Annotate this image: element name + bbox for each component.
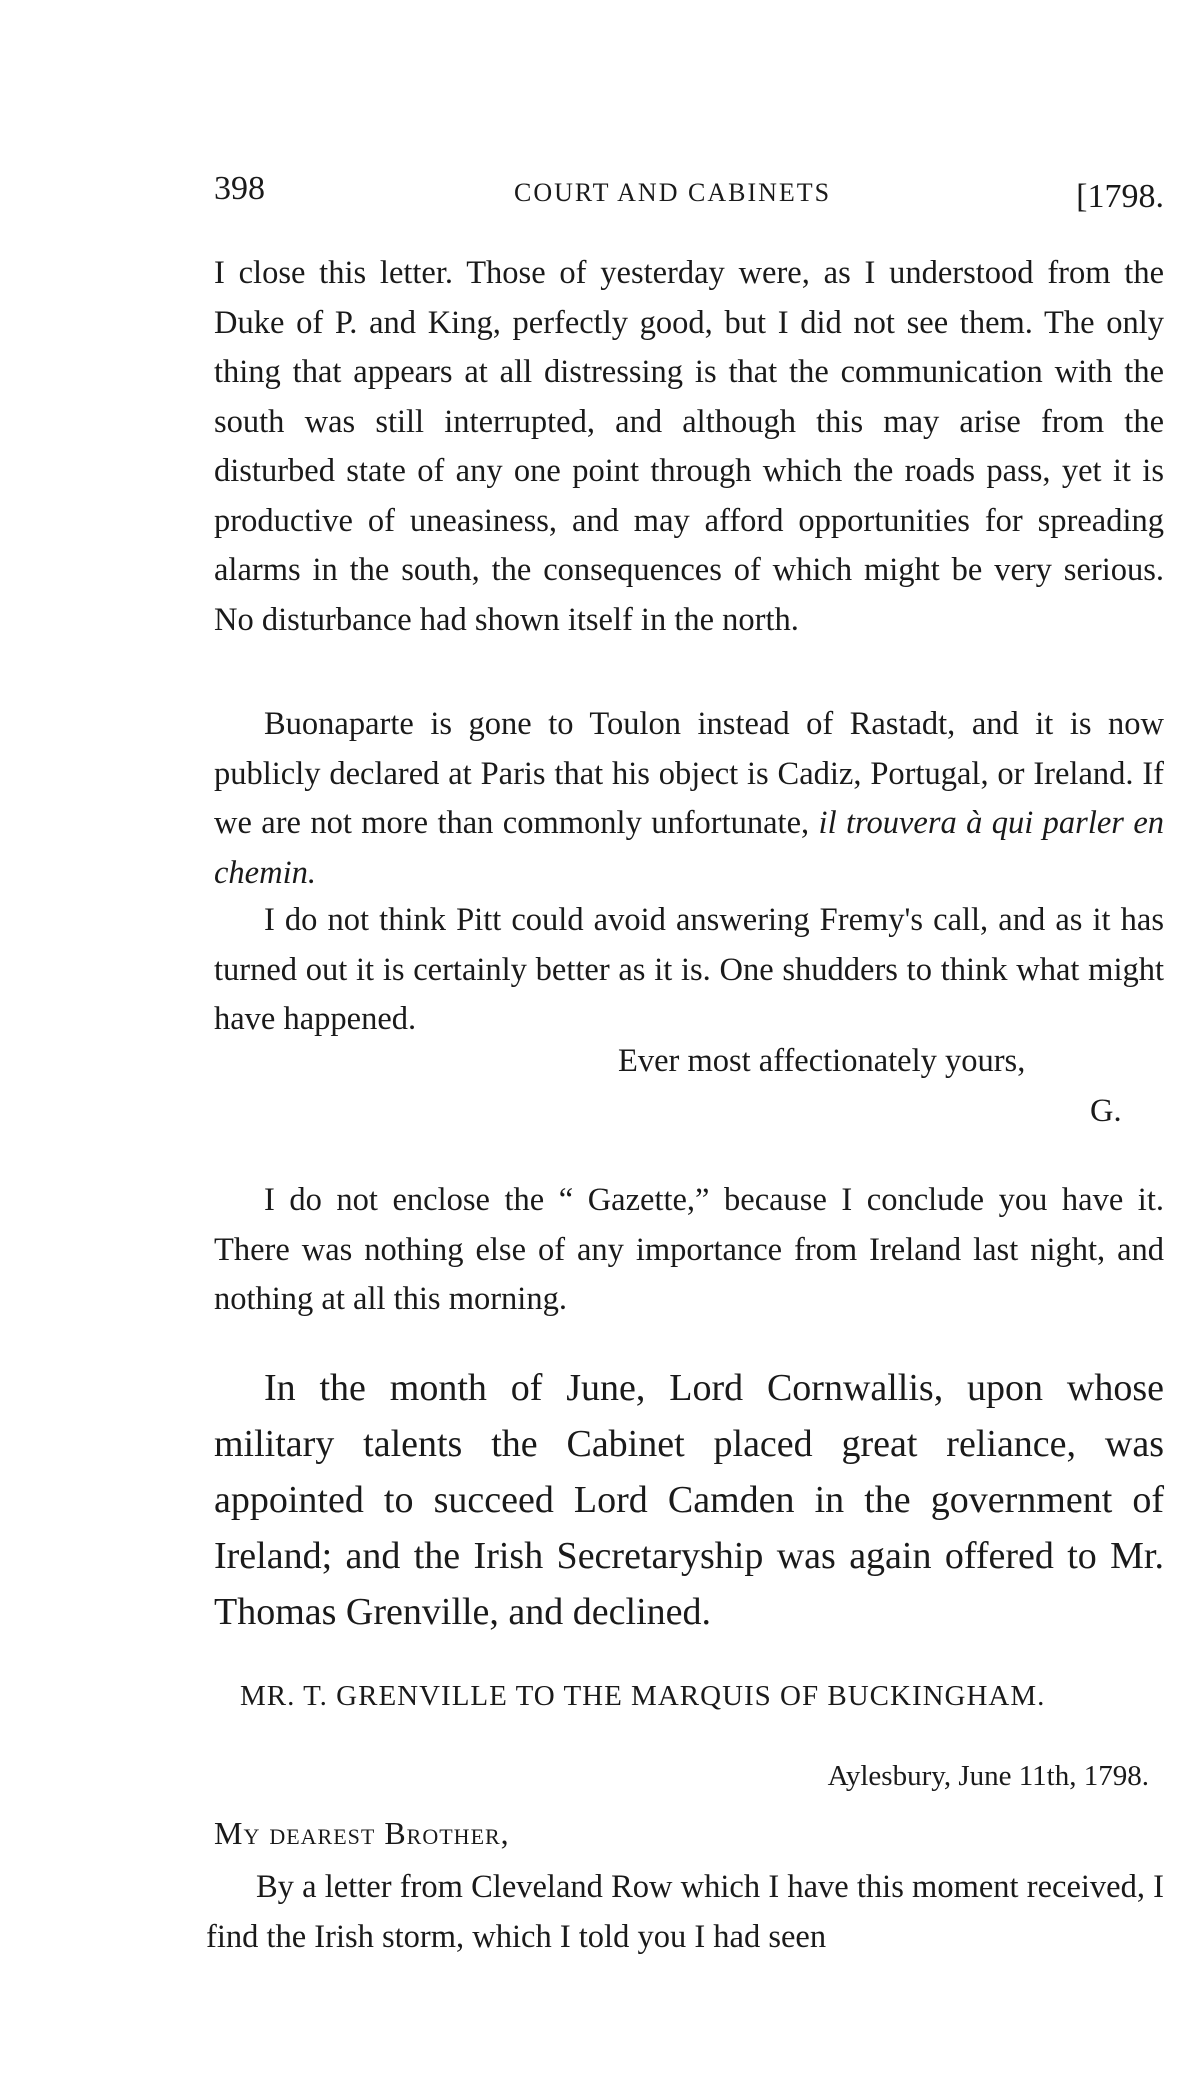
paragraph-text: In the month of June, Lord Cornwallis, upon whose military talents the Cabinet placed great reliance, was appointed to succeed Lord Camden in the government of Ireland; and the Irish Secretaryship was again offered to Mr. Thomas Grenville, and declined. — [214, 1367, 1164, 1633]
paragraph-text — [214, 700, 1164, 898]
paragraph-text: I do not enclose the “ Gazette,” because I conclude you have it. There was nothing else of any importance from Ireland last night, and nothing at all this morning. — [214, 1182, 1164, 1317]
header-year: [1798. — [1076, 178, 1164, 215]
letter-heading: MR. T. GRENVILLE TO THE MARQUIS OF BUCKINGHAM. — [240, 1680, 1046, 1712]
postscript-paragraph — [214, 1176, 1164, 1325]
letter-signature: G. — [1090, 1093, 1122, 1129]
buonaparte-paragraph — [214, 700, 1164, 898]
running-title: COURT AND CABINETS — [514, 178, 832, 207]
paragraph-text: I close this letter. Those of yesterday were, as I understood from the Duke of P. and King, perfectly good, but I did not see them. The only thing that appears at all distressing is that the communication with the south was still interrupted, and although this may arise from the disturbed state of any one point through which the roads pass, yet it is productive of uneasiness, and may afford opportunities for spreading alarms in the south, the consequences of which might be very serious. No disturbance had shown itself in the north. — [214, 255, 1164, 638]
page-number: 398 — [214, 170, 265, 207]
pitt-paragraph — [214, 896, 1164, 1045]
letter-closing: Ever most affectionately yours, — [618, 1043, 1026, 1079]
narrative-paragraph — [214, 1360, 1164, 1640]
letter-dateline: Aylesbury, June 11th, 1798. — [827, 1760, 1149, 1792]
letter-body-paragraph — [206, 1863, 1164, 1962]
letter-continued-paragraph — [214, 249, 1164, 645]
paragraph-text: I do not think Pitt could avoid answering Fremy's call, and as it has turned out it is certainly better as it is. One shudders to think what might have happened. — [214, 902, 1164, 1037]
letter-salutation: My dearest Brother, — [214, 1815, 510, 1851]
page-header — [214, 170, 1164, 220]
paragraph-text: By a letter from Cleveland Row which I have this moment received, I find the Irish storm, which I told you I had seen — [206, 1869, 1164, 1955]
french-phrase: il trouvera à qui parler en chemin. — [214, 805, 1165, 891]
paragraph-body: Buonaparte is gone to Toulon instead of Rastadt, and it is now publicly declared at Paris that his object is Cadiz, Portugal, or Ireland. If we are not more than commonly unfortunate, — [214, 706, 1164, 841]
